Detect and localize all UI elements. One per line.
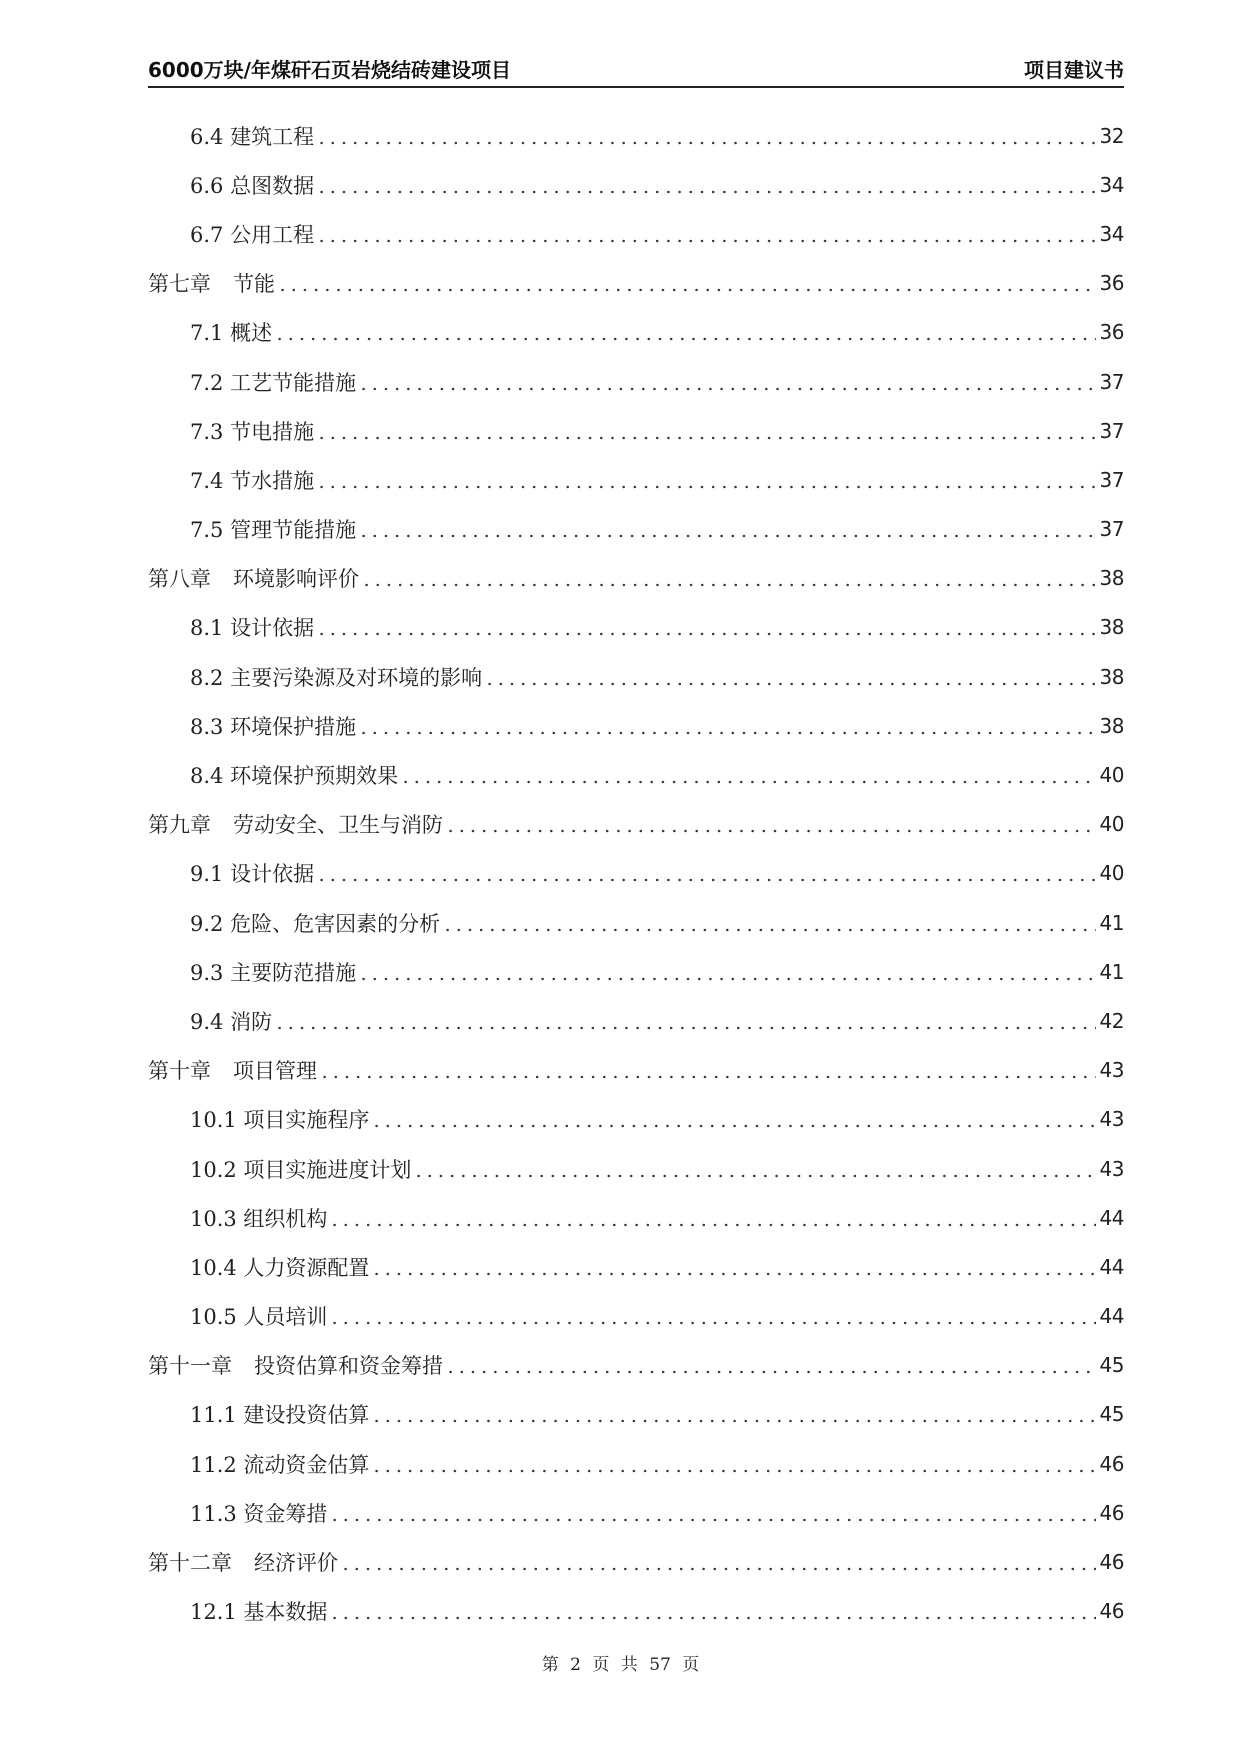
- toc-section-entry[interactable]: [148, 160, 1124, 209]
- toc-page-number: 46: [1099, 1451, 1124, 1476]
- toc-dot-leader: [274, 335, 1096, 343]
- toc-chapter-number: 第八章: [148, 567, 211, 592]
- toc-entry-title: 7.3 节电措施: [190, 419, 315, 444]
- toc-section-entry[interactable]: [148, 505, 1124, 554]
- toc-dot-leader: [445, 1368, 1096, 1376]
- toc-entry-title: 10.2 项目实施进度计划: [190, 1157, 412, 1182]
- toc-dot-leader: [361, 581, 1096, 589]
- toc-page-number: 45: [1099, 1402, 1124, 1427]
- toc-entry-title: 6.6 总图数据: [190, 173, 315, 198]
- toc-page-number: 41: [1099, 910, 1124, 935]
- toc-section-entry[interactable]: [148, 898, 1124, 947]
- toc-section-entry[interactable]: [148, 308, 1124, 357]
- toc-section-entry[interactable]: [148, 1292, 1124, 1341]
- toc-section-entry[interactable]: [148, 209, 1124, 258]
- toc-page-number: 46: [1099, 1599, 1124, 1624]
- toc-page-number: 34: [1099, 172, 1124, 197]
- toc-entry-title: 6.7 公用工程: [190, 222, 315, 247]
- toc-page-number: 38: [1099, 566, 1124, 591]
- toc-dot-leader: [277, 286, 1096, 294]
- document-title: 6000万块/年煤矸石页岩烧结砖建设项目: [148, 57, 511, 82]
- toc-dot-leader: [316, 139, 1096, 147]
- toc-entry-title: 11.3 资金筹措: [190, 1501, 328, 1526]
- toc-section-entry[interactable]: [148, 1095, 1124, 1144]
- toc-dot-leader: [316, 188, 1096, 196]
- toc-chapter-title: 节能: [233, 272, 275, 297]
- toc-section-entry[interactable]: [148, 1488, 1124, 1537]
- toc-dot-leader: [358, 385, 1096, 393]
- toc-section-entry[interactable]: [148, 1242, 1124, 1291]
- toc-page-number: 43: [1099, 1058, 1124, 1083]
- toc-section-entry[interactable]: [148, 603, 1124, 652]
- toc-dot-leader: [371, 1417, 1096, 1425]
- toc-section-entry[interactable]: [148, 849, 1124, 898]
- toc-entry-title: 11.2 流动资金估算: [190, 1452, 370, 1477]
- toc-dot-leader: [329, 1516, 1096, 1524]
- toc-page-number: 38: [1099, 713, 1124, 738]
- toc-chapter-title: 项目管理: [233, 1059, 317, 1084]
- toc-page-number: 40: [1099, 763, 1124, 788]
- toc-chapter-title: 环境影响评价: [233, 567, 359, 592]
- toc-page-number: 37: [1099, 418, 1124, 443]
- toc-dot-leader: [371, 1122, 1096, 1130]
- toc-dot-leader: [316, 876, 1096, 884]
- toc-page-number: 44: [1099, 1304, 1124, 1329]
- toc-section-entry[interactable]: [148, 357, 1124, 406]
- toc-page-number: 32: [1099, 123, 1124, 148]
- toc-section-entry[interactable]: [148, 1144, 1124, 1193]
- document-type: 项目建议书: [1024, 57, 1124, 82]
- toc-page-number: 43: [1099, 1107, 1124, 1132]
- toc-chapter-number: 第七章: [148, 272, 211, 297]
- toc-entry-title: 10.3 组织机构: [190, 1206, 328, 1231]
- toc-section-entry[interactable]: [148, 996, 1124, 1045]
- toc-chapter-number: 第十章: [148, 1059, 211, 1084]
- toc-page-number: 46: [1099, 1500, 1124, 1525]
- toc-dot-leader: [358, 532, 1096, 540]
- toc-dot-leader: [371, 1270, 1096, 1278]
- toc-section-entry[interactable]: [148, 1193, 1124, 1242]
- toc-chapter-number: 第十二章: [148, 1551, 232, 1576]
- toc-page-number: 40: [1099, 812, 1124, 837]
- toc-page-number: 42: [1099, 1008, 1124, 1033]
- toc-dot-leader: [316, 483, 1096, 491]
- toc-page-number: 34: [1099, 221, 1124, 246]
- toc-entry-title: 10.5 人员培训: [190, 1305, 328, 1330]
- toc-dot-leader: [316, 630, 1096, 638]
- toc-chapter-title: 投资估算和资金筹措: [254, 1354, 443, 1379]
- toc-entry-title: 8.3 环境保护措施: [190, 714, 357, 739]
- toc-dot-leader: [400, 778, 1096, 786]
- toc-chapter-entry[interactable]: [148, 800, 1124, 849]
- toc-page-number: 46: [1099, 1550, 1124, 1575]
- toc-dot-leader: [274, 1024, 1096, 1032]
- toc-dot-leader: [316, 237, 1096, 245]
- toc-page-number: 44: [1099, 1205, 1124, 1230]
- toc-section-entry[interactable]: [148, 111, 1124, 160]
- toc-chapter-entry[interactable]: [148, 554, 1124, 603]
- toc-entry-title: [148, 1055, 317, 1085]
- toc-entry-title: 9.2 危险、危害因素的分析: [190, 911, 441, 936]
- toc-page-number: 36: [1099, 320, 1124, 345]
- toc-dot-leader: [340, 1565, 1096, 1573]
- toc-dot-leader: [329, 1221, 1096, 1229]
- toc-entry-title: [148, 1547, 338, 1577]
- toc-chapter-entry[interactable]: [148, 1537, 1124, 1586]
- toc-page-number: 37: [1099, 467, 1124, 492]
- toc-dot-leader: [316, 434, 1096, 442]
- toc-entry-title: 7.4 节水措施: [190, 468, 315, 493]
- page-number-footer: 第 2 页 共 57 页: [541, 1655, 700, 1675]
- toc-chapter-number: 第十一章: [148, 1354, 232, 1379]
- toc-dot-leader: [484, 680, 1096, 688]
- toc-section-entry[interactable]: [148, 1439, 1124, 1488]
- toc-chapter-entry[interactable]: [148, 1046, 1124, 1095]
- toc-entry-title: 11.1 建设投资估算: [190, 1403, 370, 1428]
- toc-entry-title: 7.5 管理节能措施: [190, 518, 357, 543]
- toc-entry-title: 10.4 人力资源配置: [190, 1255, 370, 1280]
- toc-page-number: 43: [1099, 1156, 1124, 1181]
- toc-page-number: 38: [1099, 615, 1124, 640]
- toc-entry-title: 9.4 消防: [190, 1009, 273, 1034]
- toc-entry-title: 6.4 建筑工程: [190, 124, 315, 149]
- toc-page-number: 45: [1099, 1353, 1124, 1378]
- toc-entry-title: 10.1 项目实施程序: [190, 1108, 370, 1133]
- toc-entry-title: 9.1 设计依据: [190, 862, 315, 887]
- toc-dot-leader: [371, 1467, 1096, 1475]
- toc-section-entry[interactable]: [148, 701, 1124, 750]
- toc-dot-leader: [319, 1073, 1096, 1081]
- toc-page-number: 41: [1099, 959, 1124, 984]
- toc-entry-title: [148, 268, 275, 298]
- toc-dot-leader: [358, 729, 1096, 737]
- toc-section-entry[interactable]: [148, 1587, 1124, 1636]
- toc-dot-leader: [329, 1614, 1096, 1622]
- toc-entry-title: 8.2 主要污染源及对环境的影响: [190, 665, 483, 690]
- table-of-contents: [148, 111, 1124, 1636]
- toc-page-number: 37: [1099, 517, 1124, 542]
- toc-entry-title: 8.1 设计依据: [190, 616, 315, 641]
- toc-dot-leader: [329, 1319, 1096, 1327]
- toc-dot-leader: [358, 975, 1096, 983]
- toc-section-entry[interactable]: [148, 947, 1124, 996]
- toc-section-entry[interactable]: [148, 750, 1124, 799]
- toc-page-number: 36: [1099, 271, 1124, 296]
- toc-entry-title: [148, 1350, 443, 1380]
- toc-page-number: 37: [1099, 369, 1124, 394]
- toc-chapter-entry[interactable]: [148, 259, 1124, 308]
- toc-chapter-title: 经济评价: [254, 1551, 338, 1576]
- toc-chapter-number: 第九章: [148, 813, 211, 838]
- toc-section-entry[interactable]: [148, 1390, 1124, 1439]
- toc-section-entry[interactable]: [148, 406, 1124, 455]
- toc-entry-title: [148, 809, 443, 839]
- page-header: [148, 50, 1124, 88]
- toc-entry-title: 12.1 基本数据: [190, 1600, 328, 1625]
- toc-page-number: 38: [1099, 664, 1124, 689]
- toc-entry-title: 9.3 主要防范措施: [190, 960, 357, 985]
- toc-section-entry[interactable]: [148, 652, 1124, 701]
- toc-page-number: 40: [1099, 861, 1124, 886]
- toc-entry-title: 8.4 环境保护预期效果: [190, 764, 399, 789]
- toc-entry-title: 7.2 工艺节能措施: [190, 370, 357, 395]
- toc-dot-leader: [445, 827, 1096, 835]
- toc-chapter-entry[interactable]: [148, 1341, 1124, 1390]
- toc-entry-title: 7.1 概述: [190, 321, 273, 346]
- toc-chapter-title: 劳动安全、卫生与消防: [233, 813, 443, 838]
- toc-entry-title: [148, 563, 359, 593]
- toc-section-entry[interactable]: [148, 455, 1124, 504]
- toc-dot-leader: [413, 1172, 1096, 1180]
- toc-dot-leader: [442, 926, 1096, 934]
- toc-page-number: 44: [1099, 1254, 1124, 1279]
